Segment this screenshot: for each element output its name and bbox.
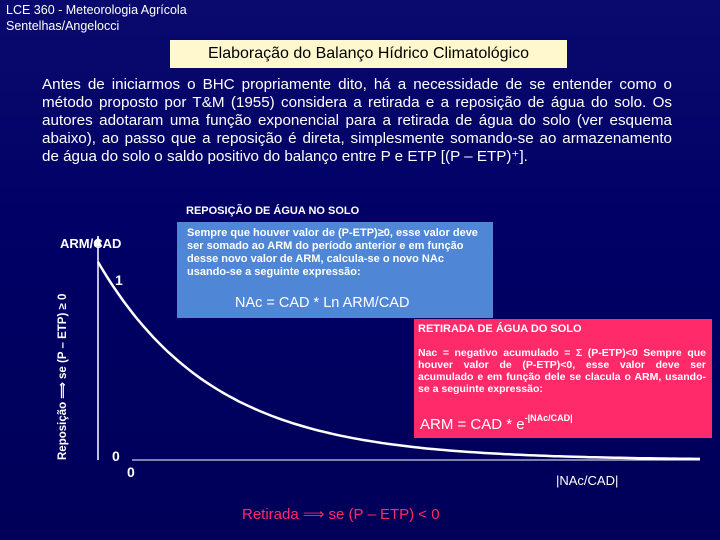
withdrawal-info-box (414, 319, 712, 438)
withdrawal-formula (420, 413, 573, 433)
slide-title: Elaboração do Balanço Hídrico Climatológico (170, 40, 567, 68)
withdrawal-label: Retirada ⟹ se (P – ETP) < 0 (242, 506, 440, 523)
tick-zero-y: 0 (112, 448, 120, 464)
authors-label: Sentelhas/Angelocci (6, 19, 120, 33)
withdrawal-title: RETIRADA DE ÁGUA DO SOLO (418, 323, 582, 335)
withdrawal-description: Nac = negativo acumulado = Σ (P-ETP)<0 Sempre que houver valor de (P-ETP)<0, esse valor deve ser acumulado e em função dele se clacula o ARM, usando-se a seguinte expressão: (418, 347, 706, 395)
replenish-info-box (177, 222, 493, 318)
replenish-description: Sempre que houver valor de (P-ETP)≥0, esse valor deve ser somado ao ARM do período anterior e em função desse novo valor de ARM, calcula-se o novo NAc usando-se a seguinte expressão: (187, 227, 478, 278)
tick-zero-x: 0 (127, 464, 135, 480)
replenish-axis-label: Reposição ⟹ se (P – ETP) ≥ 0 (57, 293, 69, 460)
tick-one: 1 (115, 272, 123, 288)
y-axis-label: ARM/CAD (60, 236, 122, 251)
x-axis-label: |NAc/CAD| (556, 473, 619, 488)
withdrawal-formula-base: ARM = CAD * e (420, 416, 525, 433)
intro-paragraph: Antes de iniciarmos o BHC propriamente dito, há a necessidade de se entender como o método proposto por T&M (1955) considera a retirada e a reposição de água do solo. Os autores adotaram uma função exponencial para a retirada de água do solo (ver esquema abaixo), ao passo que a reposição é direta, simplesmente somando-se ao armazenamento de água do solo o saldo positivo do balanço entre P e ETP [(P – ETP)⁺]. (42, 76, 672, 165)
withdrawal-formula-exponent: -|NAc/CAD| (524, 413, 573, 423)
replenish-formula: NAc = CAD * Ln ARM/CAD (235, 295, 410, 311)
course-title: LCE 360 - Meteorologia Agrícola (6, 3, 187, 17)
replenish-heading: REPOSIÇÃO DE ÁGUA NO SOLO (186, 205, 360, 217)
